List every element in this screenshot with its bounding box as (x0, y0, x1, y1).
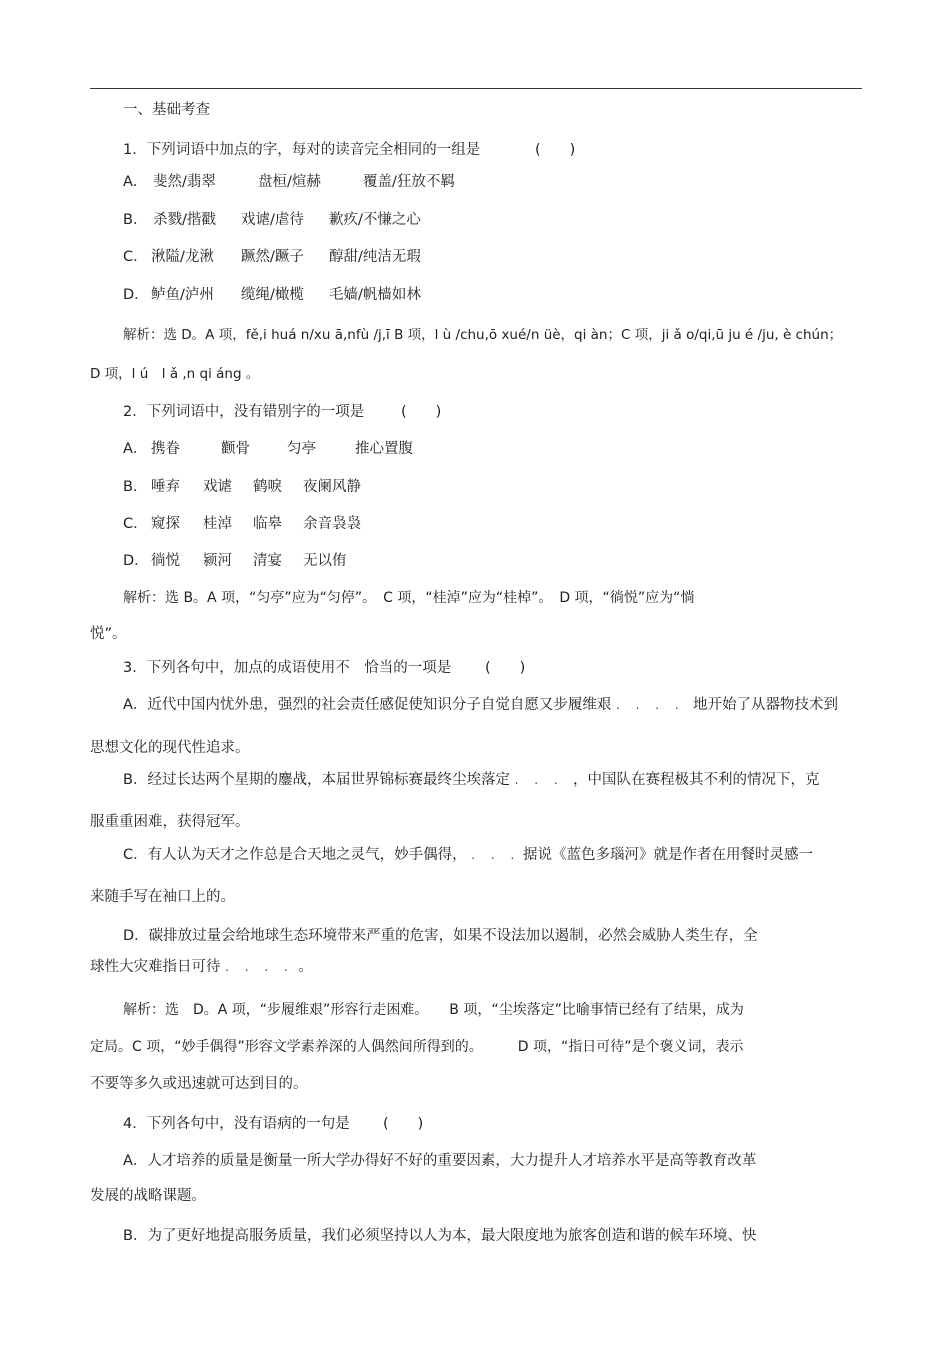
q1-stem-text: 1．下列词语中加点的字，每对的读音完全相同的一组是 (123, 142, 481, 158)
q2-option-d (123, 551, 347, 571)
q3-option-b-line1 (123, 770, 820, 790)
q1-option-a (123, 172, 455, 192)
option-word: 醇甜/纯洁无瑕 (329, 249, 421, 265)
q2-option-a (123, 439, 413, 459)
option-word: 鲈鱼/泸州 (151, 287, 214, 303)
option-label: B． (123, 212, 148, 228)
option-word: 窥探 (151, 516, 180, 532)
option-word: 盘桓/煊赫 (258, 174, 321, 190)
option-word: 缆绳/橄榄 (241, 287, 304, 303)
option-label: C． (123, 516, 148, 532)
option-label: C． (123, 249, 148, 265)
q2-stem-text: 2．下列词语中，没有错别字的一项是 (123, 404, 365, 420)
q1-analysis-line1: 解析：选 D。A 项，fě,i huá n/xu ā,nfù /j,ī B 项，l ù /chu,ō xué/n üè，qi àn；C 项，ji ǎ o/qi,ū ju é /ju, è chún； (123, 327, 843, 343)
emphasis-dots: . . . . (225, 960, 294, 974)
q3-option-a-line2: 思想文化的现代性追求。 (90, 740, 250, 756)
q3-option-a-text-cont: 地开始了从器物技术到 (693, 697, 838, 713)
q2-option-b (123, 477, 361, 497)
q3-option-c-line1 (123, 845, 813, 865)
q4-option-b-line1: B．为了更好地提高服务质量，我们必须坚持以人为本，最大限度地为旅客创造和谐的候车环境、快 (123, 1228, 757, 1244)
option-word: 匀亭 (287, 441, 316, 457)
option-word: 桂淖 (203, 516, 232, 532)
q3-stem-text: 3．下列各句中，加点的成语使用不 恰当的一项是 (123, 660, 452, 676)
emphasis-dots: . . . . (616, 698, 685, 712)
q3-option-b-line2: 服重重困难，获得冠军。 (90, 814, 250, 830)
option-word: 唾弃 (151, 479, 180, 495)
option-word: 徜悦 (151, 553, 180, 569)
option-word: 临皋 (253, 516, 282, 532)
q3-analysis-line1: 解析：选 D。A 项，“步履维艰”形容行走困难。 B 项，“尘埃落定”比喻事情已经有了结果，成为 (123, 1002, 744, 1018)
option-word: 颍河 (203, 553, 232, 569)
q1-option-d (123, 285, 421, 305)
q3-option-b-text: B．经过长达两个星期的鏖战，本届世界锦标赛最终尘埃落定 (123, 772, 510, 788)
option-word: 戏谑 (203, 479, 232, 495)
option-word: 毛嫱/帆樯如林 (329, 287, 421, 303)
emphasis-dots: . . . . (514, 773, 584, 787)
option-word: 余音袅袅 (303, 516, 361, 532)
option-word: 夜阑风静 (303, 479, 361, 495)
q3-answer-paren: ( ) (485, 660, 526, 676)
option-word: 覆盖/狂放不羁 (363, 174, 455, 190)
option-word: 颧骨 (221, 441, 250, 457)
option-word: 湫隘/龙湫 (151, 249, 214, 265)
q1-analysis-line2: D 项，l ú l ǎ ,n qi áng 。 (90, 366, 260, 382)
option-word: 戏谑/虐待 (241, 212, 304, 228)
option-label: D． (123, 287, 149, 303)
q3-option-a-line1 (123, 695, 838, 715)
q2-stem (123, 402, 442, 422)
q4-option-a-line1: A．人才培养的质量是衡量一所大学办得好不好的重要因素，大力提升人才培养水平是高等教育改革 (123, 1153, 757, 1169)
q3-option-b-text-cont: ，中国队在赛程极其不利的情况下，克 (573, 772, 820, 788)
option-label: B． (123, 479, 148, 495)
option-label: D． (123, 553, 149, 569)
q3-option-c-text: C．有人认为天才之作总是合天地之灵气，妙手偶得， (123, 847, 467, 863)
q3-option-c-line2: 来随手写在袖口上的。 (90, 889, 235, 905)
q4-stem (123, 1114, 424, 1134)
q3-option-d-text: 球性大灾难指日可待 (90, 959, 221, 975)
emphasis-dots: . . . . (471, 848, 540, 862)
option-word: 杀戮/揩戳 (153, 212, 216, 228)
q2-option-c (123, 514, 361, 534)
q3-analysis-line3: 不要等多久或迅速就可达到目的。 (90, 1076, 308, 1092)
q3-option-a-text: A．近代中国内忧外患，强烈的社会责任感促使知识分子自觉自愿又步履维艰 (123, 697, 612, 713)
option-word: 鹤唳 (253, 479, 282, 495)
q3-stem (123, 658, 526, 678)
option-word: 斐然/翡翠 (153, 174, 216, 190)
q2-analysis-line2: 悦”。 (90, 626, 127, 642)
q4-stem-text: 4．下列各句中，没有语病的一句是 (123, 1116, 350, 1132)
q3-option-d-line2 (90, 957, 313, 977)
q4-option-a-line2: 发展的战略课题。 (90, 1188, 206, 1204)
option-word: 歉疚/不慊之心 (329, 212, 421, 228)
option-label: A． (123, 174, 148, 190)
top-rule (90, 88, 862, 89)
option-word: 蹶然/蹶子 (241, 249, 304, 265)
option-word: 携眷 (151, 441, 180, 457)
option-word: 推心置腹 (355, 441, 413, 457)
q2-answer-paren: ( ) (401, 404, 442, 420)
q3-option-c-text-cont: 据说《蓝色多瑙河》就是作者在用餐时灵感一 (523, 847, 813, 863)
q3-option-d-line1: D．碳排放过量会给地球生态环境带来严重的危害，如果不设法加以遏制，必然会威胁人类生存，全 (123, 928, 758, 944)
section-title: 一、基础考查 (123, 102, 210, 118)
q1-answer-paren: ( ) (535, 142, 576, 158)
option-word: 无以侑 (303, 553, 347, 569)
q1-stem (123, 140, 576, 160)
q1-option-b (123, 210, 421, 230)
option-label: A． (123, 441, 148, 457)
q3-option-d-text-cont: 。 (298, 959, 313, 975)
option-word: 清宴 (253, 553, 282, 569)
q1-option-c (123, 247, 421, 267)
q4-answer-paren: ( ) (383, 1116, 424, 1132)
q3-analysis-line2: 定局。C 项，“妙手偶得”形容文学素养深的人偶然间所得到的。 D 项，“指日可待”是个褒义词，表示 (90, 1039, 744, 1055)
q2-analysis-line1: 解析：选 B。A 项，“匀亭”应为“匀停”。 C 项，“桂淖”应为“桂棹”。 D 项，“徜悦”应为“惝 (123, 590, 695, 606)
